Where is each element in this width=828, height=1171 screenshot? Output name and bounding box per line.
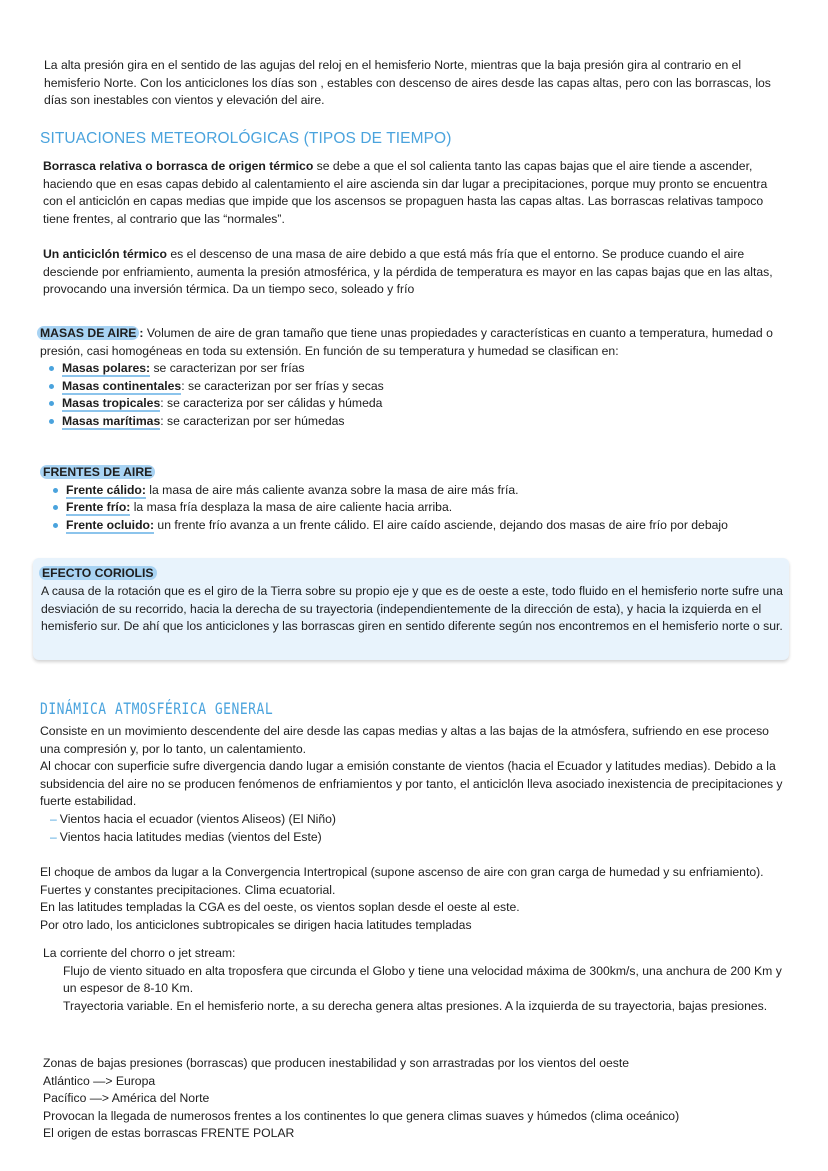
- zonas-line-2: Atlántico —> Europa: [43, 1073, 156, 1088]
- anticiclon-termico-paragraph: [43, 246, 778, 299]
- jet-stream-block: [43, 945, 783, 1015]
- masas-list: [42, 360, 782, 430]
- dinamica-paragraph-3: El choque de ambos da lugar a la Convergencia Intertropical (supone ascenso de aire con gran carga de humedad y su enfriamiento). Fuertes y constantes precipitaciones. Clima ecuatorial.: [40, 865, 764, 897]
- coriolis-text: A causa de la rotación que es el giro de la Tierra sobre su propio eje y que es de oeste a este, todo fluido en el hemisferio norte sufre una desviación de su recorrido, hacia la derecha de su trayectoria (independientemente de la dirección de esta), y hacia la izquierda en el hemisferio sur. De ahí que los anticiclones y las borrascas giren en sentido diferente según nos encontremos en el hemisferio norte o sur.: [41, 584, 783, 634]
- masas-label: MASAS DE AIRE: [37, 326, 139, 340]
- wind-item: – Vientos hacia el ecuador (vientos Aliseos) (El Niño): [50, 811, 336, 826]
- borrasca-relativa-paragraph: [43, 158, 778, 228]
- anticiclon-termico-term: Un anticiclón térmico: [43, 247, 167, 261]
- masas-section: [40, 325, 782, 431]
- jet-stream-description-2: Trayectoria variable. En el hemisferio norte, a su derecha genera altas presiones. A la izquierda de su trayectoria, bajas presiones.: [63, 998, 768, 1013]
- zonas-line-3: Pacífico —> América del Norte: [43, 1091, 210, 1106]
- coriolis-callout: [33, 558, 789, 660]
- wind-item: – Vientos hacia latitudes medias (vientos del Este): [50, 829, 322, 844]
- anticiclon-termico-text: es el descenso de una masa de aire debido a que está más fría que el entorno. Se produce cuando el aire desciende por enfriamiento, aumenta la presión atmosférica, y la pérdida de temperatura es mayor en las capas bajas que en las altas, provocando una inversión térmica. Da un tiempo seco, soleado y frío: [43, 247, 773, 297]
- list-item: Frente cálido: la masa de aire más caliente avanza sobre la masa de aire más fría.: [46, 482, 785, 500]
- frentes-label: FRENTES DE AIRE: [40, 465, 155, 479]
- intro-paragraph: La alta presión gira en el sentido de las agujas del reloj en el hemisferio Norte, mientras que la baja presión gira al contrario en el hemisferio Norte. Con los anticiclones los días son , estables con descenso de aires desde las capas altas, pero con las borrascas, los días son inestables con vientos y elevación del aire.: [44, 58, 771, 108]
- dinamica-paragraph-4: En las latitudes templadas la CGA es del oeste, os vientos soplan desde el oeste al este.: [40, 900, 520, 915]
- list-item: Frente ocluido: un frente frío avanza a un frente cálido. El aire caído asciende, dejando dos masas de aire frío por debajo: [46, 517, 785, 535]
- jet-stream-description-1: Flujo de viento situado en alta troposfera que circunda el Globo y tiene una velocidad máxima de 300km/s, una anchura de 200 Km y un espesor de 8-10 Km.: [63, 963, 782, 996]
- frentes-section: [40, 464, 785, 534]
- list-item: Masas marítimas: se caracterizan por ser húmedas: [42, 413, 782, 431]
- zonas-line-1: Zonas de bajas presiones (borrascas) que producen inestabilidad y son arrastradas por los vientos del oeste: [43, 1056, 630, 1070]
- borrasca-relativa-text: se debe a que el sol calienta tanto las capas bajas que el aire tiende a ascender, haciendo que en esas capas debido al calentamiento el aire ascienda sin dar lugar a precipitaciones, porque muy pronto se encuentra con el anticiclón en capas medias que impide que los ascensos se propaguen hasta las capas altas. Las borrascas relativas tampoco tiene frentes, al contrario que las “normales”.: [43, 159, 768, 226]
- list-item: Masas polares: se caracterizan por ser frías: [42, 360, 782, 378]
- dinamica-body: [40, 723, 788, 846]
- masas-text: Volumen de aire de gran tamaño que tiene unas propiedades y características en cuanto a temperatura, humedad o presión, casi homogéneas en toda su extensión. En función de su temperatura y humedad se clasifican en:: [40, 326, 773, 358]
- list-item: Frente frío: la masa fría desplaza la masa de aire caliente hacia arriba.: [46, 499, 785, 517]
- zonas-block: [43, 1055, 783, 1143]
- dinamica-paragraph-2: Al chocar con superficie sufre divergencia dando lugar a emisión constante de vientos (hacia el Ecuador y latitudes medias). Debido a la subsidencia del aire no se producen fenómenos de enfriamientos y por tanto, el anticiclón lleva asociado inexistencia de precipitaciones y fuerte estabilidad.: [40, 759, 783, 809]
- zonas-line-4: Provocan la llegada de numerosos frentes a los continentes lo que genera climas suaves y húmedos (clima oceánico): [43, 1108, 680, 1123]
- masas-paragraph: MASAS DE AIRE : Volumen de aire de gran tamaño que tiene unas propiedades y características en cuanto a temperatura, humedad o presión, casi homogéneas en toda su extensión. En función de su temperatura y humedad se clasifican en:: [40, 325, 782, 360]
- list-item: Masas continentales: se caracterizan por ser frías y secas: [42, 378, 782, 396]
- dinamica-paragraph-5: Por otro lado, los anticiclones subtropicales se dirigen hacia latitudes templadas: [40, 917, 472, 932]
- list-item: Masas tropicales: se caracteriza por ser cálidas y húmeda: [42, 395, 782, 413]
- dinamica-paragraph-1: Consiste en un movimiento descendente del aire desde las capas medias y altas a las bajas de la atmósfera, sufriendo en ese proceso una compresión y, por lo tanto, un calentamiento.: [40, 724, 769, 756]
- borrasca-relativa-term: Borrasca relativa o borrasca de origen térmico: [43, 159, 314, 173]
- dinamica-heading: DINÁMICA ATMOSFÉRICA GENERAL: [40, 700, 274, 719]
- jet-stream-title: La corriente del chorro o jet stream:: [43, 946, 236, 960]
- situaciones-heading: SITUACIONES METEOROLÓGICAS (TIPOS DE TIEMPO): [40, 130, 452, 147]
- dinamica-body-2: [40, 864, 780, 934]
- zonas-line-5: El origen de estas borrascas FRENTE POLAR: [43, 1126, 295, 1141]
- coriolis-label: EFECTO CORIOLIS: [39, 566, 157, 580]
- frentes-list: [46, 482, 785, 535]
